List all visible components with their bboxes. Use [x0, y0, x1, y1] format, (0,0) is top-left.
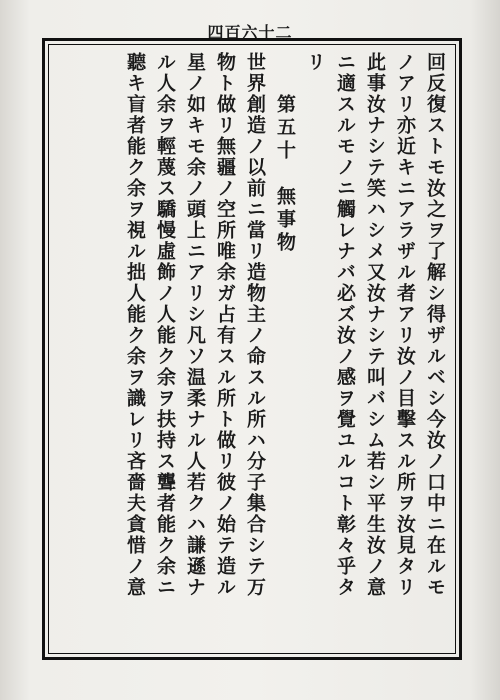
page-number: 四百六十二 [207, 23, 293, 42]
text-column: 聽キ盲者能ク余ヲ視ル拙人能ク余ヲ識レリ吝嗇夫貪惜ノ意 [124, 52, 146, 598]
text-column: ニ適スルモノニ觸レナバ必ズ汝ノ感ヲ覺ユルコト彰々乎タ [334, 52, 356, 598]
text-column: 世界創造ノ以前ニ當リ造物主ノ命スル所ハ分子集合シテ万 [244, 52, 266, 598]
text-column: ノアリ亦近キニアラザル者アリ汝ノ目擊スル所ヲ汝見タリ [394, 52, 416, 598]
section-title: 第五十 無事物 [274, 94, 296, 255]
text-column: リ [304, 52, 326, 73]
text-column: 星ノ如キモ余ノ頭上ニアリシ凡ソ温柔ナル人若クハ謙遜ナ [184, 52, 206, 598]
text-column: ル人余ヲ輕蔑ス驕慢虛飾ノ人能ク余ヲ扶持ス聾者能ク余ニ [154, 52, 176, 598]
text-column: 此事汝ナシテ笑ハシメ又汝ナシテ叫バシム若シ平生汝ノ意 [364, 52, 386, 598]
text-column: 回反復ストモ汝之ヲ了解シ得ザルベシ今汝ノ口中ニ在ルモ [424, 52, 446, 598]
vertical-text-block [54, 52, 450, 648]
text-column: 物ト做リ無疆ノ空所唯余ガ占有スル所ト做リ彼ノ始テ造ル [214, 52, 236, 598]
